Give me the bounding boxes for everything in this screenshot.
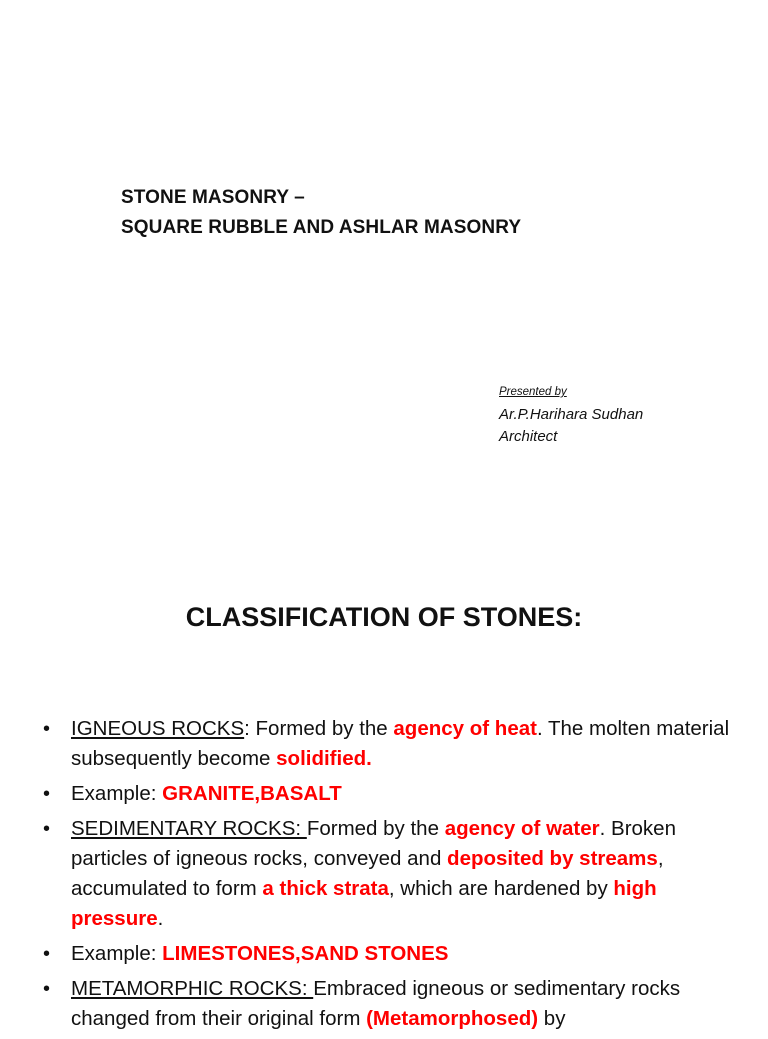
bullet-highlight: (Metamorphosed) [366, 1007, 539, 1030]
bullet-text: : Formed by the [244, 717, 394, 740]
bullet-term: METAMORPHIC ROCKS: [71, 977, 314, 1000]
bullet-text: Example: [71, 942, 163, 965]
bullet-list [40, 714, 730, 1039]
slide-title-line-2: SQUARE RUBBLE AND ASHLAR MASONRY [121, 217, 522, 238]
bullet-text: Example: [71, 782, 163, 805]
bullet-highlight: deposited by streams [447, 847, 658, 870]
bullet-text: , accumulated to form [71, 847, 664, 900]
bullet-item [40, 939, 730, 969]
bullet-highlight: a thick strata [262, 877, 389, 900]
bullet-text: Formed by the [306, 817, 445, 840]
bullet-term: SEDIMENTARY ROCKS: [71, 817, 307, 840]
bullet-text: by [538, 1007, 566, 1030]
bullet-text: Embraced igneous or sedimentary rocks changed from their original form [71, 977, 681, 1030]
bullet-text: , which are hardened by [388, 877, 614, 900]
bullet-dot-icon: • [43, 718, 51, 740]
bullet-highlight: high pressure [71, 877, 657, 930]
bullet-highlight: LIMESTONES,SAND STONES [162, 942, 449, 965]
bullet-item [40, 974, 730, 1034]
presenter-block [499, 386, 643, 448]
bullet-highlight: solidified. [276, 747, 372, 770]
bullet-text: . [157, 907, 164, 930]
slide-heading: CLASSIFICATION OF STONES: [185, 602, 583, 632]
bullet-item [40, 714, 730, 774]
presenter-role: Architect [499, 427, 558, 445]
slide-title-line-1: STONE MASONRY – [121, 187, 305, 208]
bullet-term: IGNEOUS ROCKS [71, 717, 245, 740]
presented-by-label: Presented by [499, 386, 567, 398]
bullet-item [40, 779, 730, 809]
bullet-highlight: agency of heat [393, 717, 537, 740]
classification-slide [0, 562, 768, 1032]
bullet-dot-icon: • [43, 818, 51, 840]
bullet-dot-icon: • [43, 943, 51, 965]
presenter-name: Ar.P.Harihara Sudhan [499, 405, 644, 423]
bullet-text: . Broken particles of igneous rocks, conveyed and [71, 817, 676, 870]
bullet-dot-icon: • [43, 783, 51, 805]
bullet-item [40, 814, 730, 934]
bullet-dot-icon: • [43, 978, 51, 1000]
bullet-highlight: agency of water [444, 817, 600, 840]
bullet-text: . The molten material subsequently become [71, 717, 730, 770]
bullet-highlight: GRANITE,BASALT [162, 782, 342, 805]
